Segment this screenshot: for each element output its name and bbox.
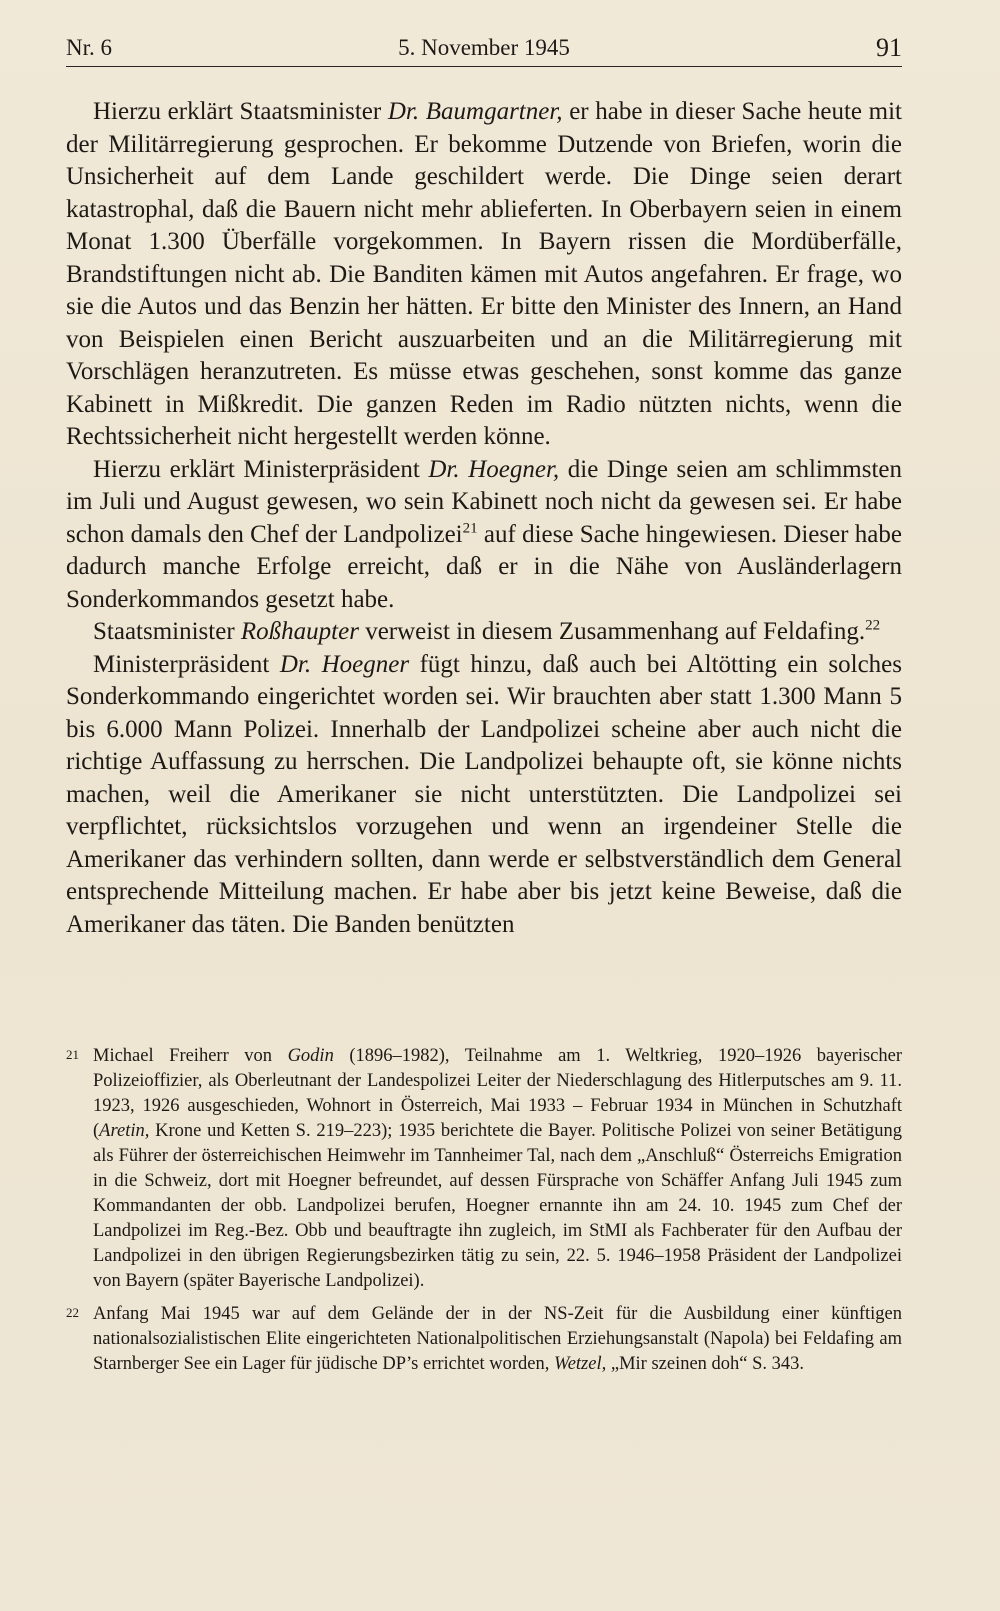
footnote-ref-22[interactable]: 22 — [865, 617, 881, 634]
paragraph — [66, 96, 902, 454]
footnote-ref-21[interactable]: 21 — [462, 520, 478, 537]
text-run: Anfang Mai 1945 war auf dem Gelände der in der NS-Zeit für die Ausbildung einer künftigen nationalsozialistischen Elite eingerichteten Nationalpolitischen Erziehungsanstalt (Napola) bei Feldafing am Starnberger See ein Lager für jüdische DP’s errichtet worden, — [93, 1304, 902, 1374]
text-run: fügt hinzu, daß auch bei Altötting ein solches Sonderkommando eingerichtet worden sei. Wir brauchten aber statt 1.300 Mann 5 bis 6.000 Mann Polizei. Innerhalb der Landpolizei scheine aber auch nicht die richtige Auffassung zu herrschen. Die Landpolizei behaupte oft, sie könne nichts machen, weil die Amerikaner sie nicht unterstützten. Die Landpolizei sei verpflichtet, rücksichtslos vorzugehen und wenn an irgendeiner Stelle die Amerikaner das verhindern sollten, dann werde er selbstverständlich dem General entsprechende Mitteilung machen. Er habe aber bis jetzt keine Beweise, daß die Amerikaner das täten. Die Banden benützten — [66, 650, 902, 938]
running-header — [66, 33, 902, 63]
footnote-21 — [66, 1044, 902, 1294]
citation-author: Wetzel, — [553, 1354, 607, 1374]
text-run: die Dinge seien am schlimmsten im Juli und August gewesen, wo sein Kabinett noch nicht da gewesen sei. Er habe schon damals den Chef der Landpolizei — [66, 455, 903, 548]
issue-number: Nr. 6 — [66, 35, 112, 60]
paragraph — [66, 454, 902, 617]
text-run: „Mir szeinen doh“ S. 343. — [606, 1354, 805, 1374]
page-number: 91 — [876, 33, 902, 62]
paragraph — [66, 616, 902, 649]
footnotes — [66, 1044, 902, 1385]
header-date: 5. November 1945 — [398, 35, 570, 60]
person-name: Godin — [287, 1046, 334, 1066]
text-run: Hierzu erklärt Staatsminister — [93, 98, 388, 125]
citation-author: Aretin, — [99, 1121, 150, 1141]
person-name: Dr. Hoegner — [279, 650, 410, 678]
main-text — [66, 96, 902, 941]
footnote-22 — [66, 1302, 902, 1377]
text-run: Ministerpräsident — [93, 650, 280, 678]
text-run: Hierzu erklärt Ministerpräsident — [93, 455, 429, 483]
text-run: Staatsminister — [93, 618, 241, 645]
text-run: Krone und Ketten S. 219–223); 1935 berichtete die Bayer. Politische Polizei von seiner Betätigung als Führer der österreichischen Heimwehr im Tannheimer Tal, nach dem „Anschluß“ Österreichs Emigration in die Schweiz, dort mit Hoegner befreundet, auf dessen Fürsprache von Schäffer Anfang Juli 1945 zum Kommandanten der obb. Landpolizei berufen, Hoegner ernannte ihn am 24. 10. 1945 zum Chef der Landpolizei im Reg.-Bez. Obb und beauftragte ihn zugleich, im StMI als Fachberater für den Aufbau der Landpolizei in den übrigen Regierungsbezirken tätig zu sein, 22. 5. 1946–1958 Präsident der Landpolizei von Bayern (später Bayerische Landpolizei). — [93, 1121, 902, 1291]
person-name: Roßhaupter — [240, 618, 359, 645]
text-run: verweist in diesem Zusammenhang auf Feldafing. — [358, 618, 866, 645]
text-run: Michael Freiherr von — [93, 1046, 288, 1066]
text-run: er habe in dieser Sache heute mit der Militärregierung gesprochen. Er bekomme Dutzende von Briefen, worin die Unsicherheit auf dem Lande geschildert werde. Die Dinge seien derart katastrophal, daß die Bauern nicht mehr ablieferten. In Oberbayern seien in einem Monat 1.300 Überfälle vorgekommen. In Bayern rissen die Mordüberfälle, Brandstiftungen nicht ab. Die Banditen kämen mit Autos angefahren. Er frage, wo sie die Autos und das Benzin her hätten. Er bitte den Minister des Innern, an Hand von Beispielen einen Bericht auszuarbeiten und an die Militärregierung mit Vorschlägen heranzutreten. Es müsse etwas geschehen, sonst komme das ganze Kabinett in Mißkredit. Die ganzen Reden im Radio nützten nichts, wenn die Rechtssicherheit nicht hergestellt werden könne. — [66, 98, 902, 450]
footnote-number: 21 — [66, 1047, 79, 1062]
footnote-number: 22 — [66, 1305, 79, 1320]
text-run: auf diese Sache hingewiesen. Dieser habe dadurch manche Erfolge erreicht, daß er in die Nähe von Ausländerlagern Sonderkommandos gesetzt habe. — [66, 520, 902, 613]
person-name: Dr. Baumgartner, — [387, 98, 563, 125]
text-run: (1896–1982), Teilnahme am 1. Weltkrieg, 1920–1926 bayerischer Polizeioffizier, als Oberleutnant der Landespolizei Leiter der Niederschlagung des Hitlerputsches am 9. 11. 1923, 1926 ausgeschieden, Wohnort in Österreich, Mai 1933 – Februar 1934 in München in Schutzhaft ( — [93, 1046, 902, 1141]
header-rule — [66, 66, 902, 67]
paragraph — [66, 649, 902, 942]
person-name: Dr. Hoegner, — [428, 455, 560, 483]
